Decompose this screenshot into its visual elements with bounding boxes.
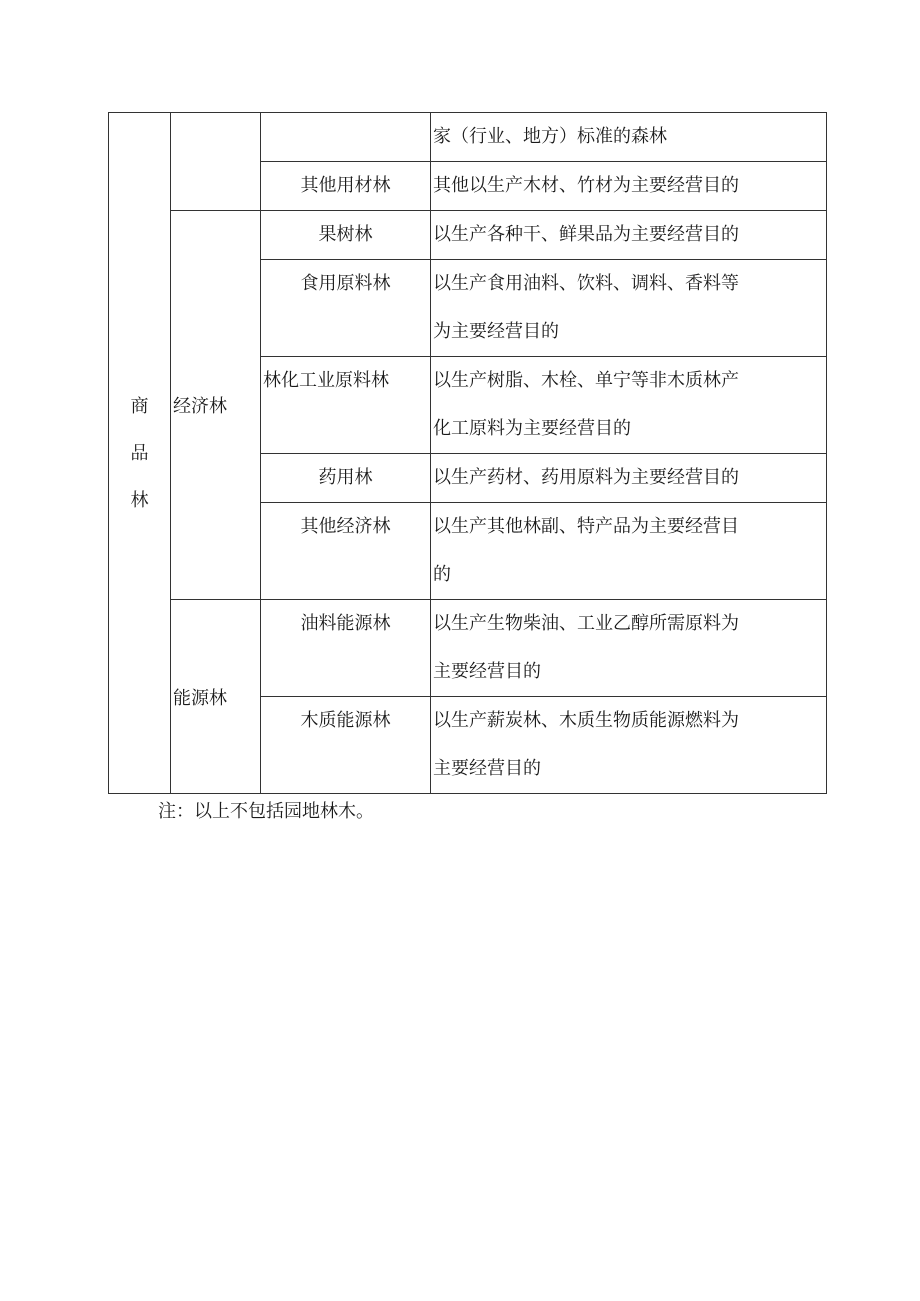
table-footnote: 注：以上不包括园地林木。 <box>158 801 374 822</box>
forest-name-cell <box>261 454 431 503</box>
forest-desc-cell <box>431 697 827 794</box>
forest-desc-cell <box>431 113 827 162</box>
forest-name-cell <box>261 697 431 794</box>
forest-name: 药用林 <box>318 467 373 488</box>
forest-desc-line: 主要经营目的 <box>433 661 541 682</box>
forest-name-cell <box>261 162 431 211</box>
forest-classification-table <box>108 112 827 794</box>
forest-desc-line: 以生产其他林副、特产品为主要经营目 <box>433 516 739 537</box>
subcategory-label: 经济林 <box>173 396 227 417</box>
forest-desc-line: 以生产生物柴油、工业乙醇所需原料为 <box>433 613 739 634</box>
forest-desc-cell <box>431 454 827 503</box>
forest-name: 林化工业原料林 <box>263 370 389 391</box>
forest-name: 其他用材林 <box>300 175 391 196</box>
forest-desc-cell <box>431 357 827 454</box>
forest-desc-line: 的 <box>433 564 451 585</box>
category-main-cell <box>109 113 171 794</box>
forest-name-cell <box>261 600 431 697</box>
forest-desc-line: 以生产各种干、鲜果品为主要经营目的 <box>433 224 739 245</box>
forest-desc-line: 为主要经营目的 <box>433 321 559 342</box>
table-row <box>109 113 827 162</box>
forest-desc-line: 主要经营目的 <box>433 758 541 779</box>
table-row <box>109 600 827 697</box>
subcategory-cell <box>171 600 261 794</box>
forest-desc-line: 家（行业、地方）标准的森林 <box>433 126 667 147</box>
forest-desc-cell <box>431 260 827 357</box>
forest-name <box>261 113 430 161</box>
forest-desc-cell <box>431 600 827 697</box>
forest-name: 果树林 <box>318 224 373 245</box>
forest-name: 油料能源林 <box>300 613 391 634</box>
forest-name: 其他经济林 <box>300 516 391 537</box>
forest-name-cell <box>261 503 431 600</box>
subcategory-cell <box>171 211 261 600</box>
forest-desc-line: 以生产药材、药用原料为主要经营目的 <box>433 467 739 488</box>
table-row <box>109 211 827 260</box>
forest-desc-line: 化工原料为主要经营目的 <box>433 418 631 439</box>
forest-desc-cell <box>431 162 827 211</box>
forest-desc-cell <box>431 503 827 600</box>
forest-name-cell <box>261 357 431 454</box>
forest-name-cell <box>261 211 431 260</box>
forest-desc-line: 以生产薪炭林、木质生物质能源燃料为 <box>433 710 739 731</box>
forest-name-cell <box>261 260 431 357</box>
subcategory-label: 能源林 <box>173 687 227 709</box>
subcategory-cell <box>171 113 261 211</box>
forest-name: 食用原料林 <box>300 273 391 294</box>
forest-name-cell <box>261 113 431 162</box>
category-main-label: 商品林 <box>130 395 149 511</box>
forest-desc-line: 以生产食用油料、饮料、调料、香料等 <box>433 273 739 294</box>
forest-name: 木质能源林 <box>300 710 391 731</box>
forest-desc-line: 其他以生产木材、竹材为主要经营目的 <box>433 175 739 196</box>
forest-desc-cell <box>431 211 827 260</box>
forest-desc-line: 以生产树脂、木栓、单宁等非木质林产 <box>433 370 739 391</box>
